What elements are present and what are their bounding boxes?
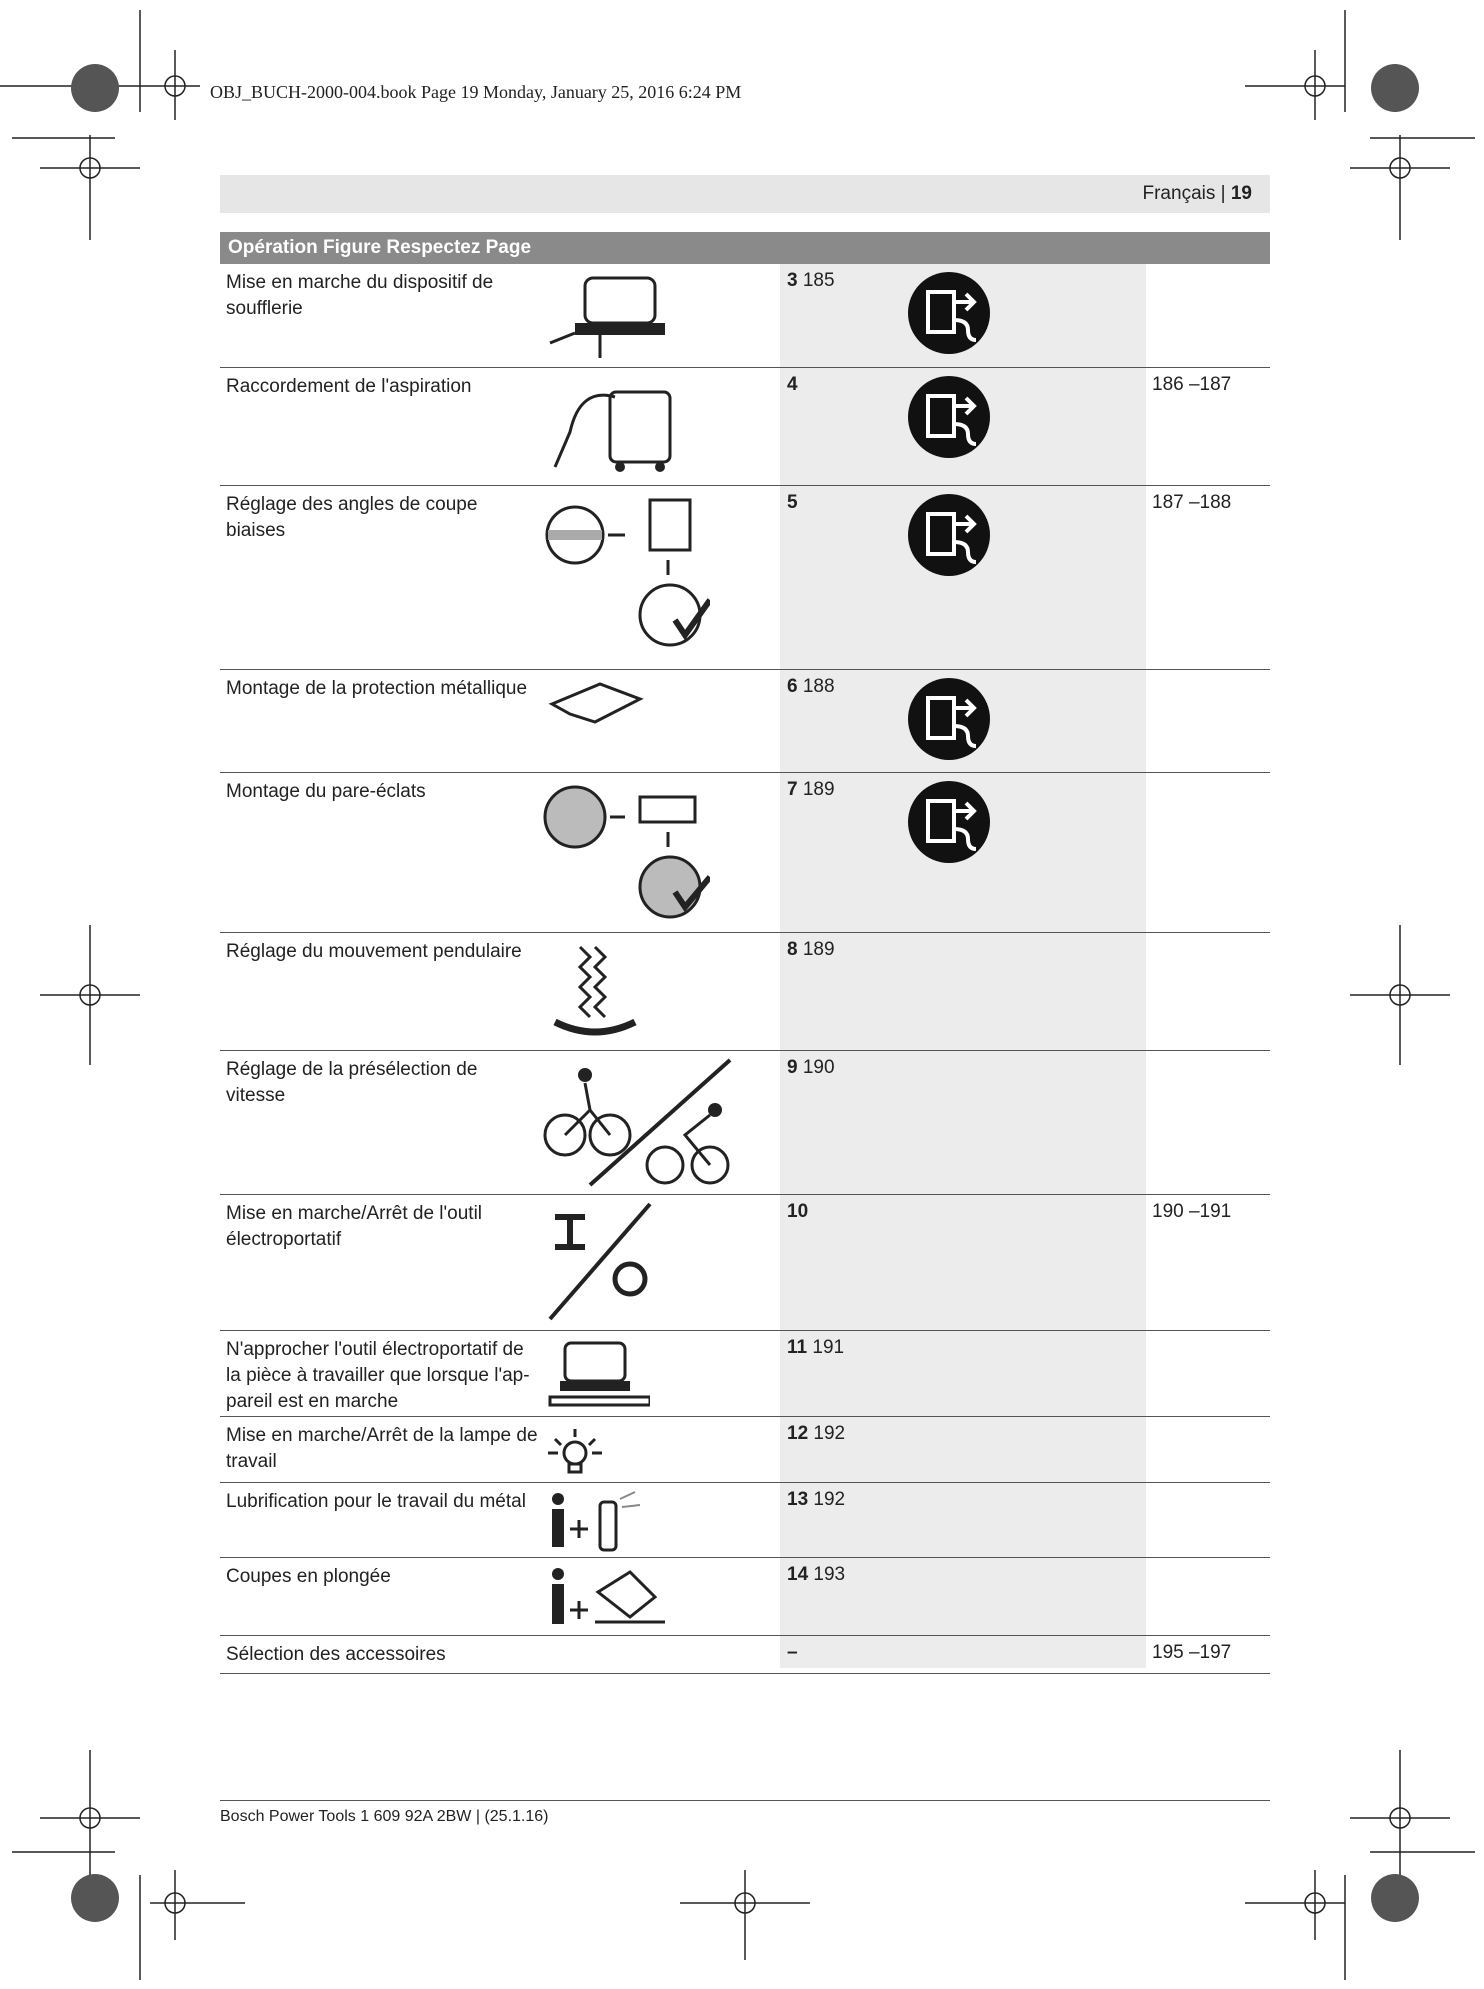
page-cell: 195 –197 [1152,1642,1232,1663]
figure-number: 4 [787,374,798,395]
table-row [220,1195,1270,1331]
figure-number: 11 [787,1337,808,1358]
speed-cyclist-icon [540,1055,740,1190]
table-row [220,933,1270,1051]
table-row [220,773,1270,933]
operation-cell: Sélection des accessoires [226,1644,446,1665]
unplug-icon [906,676,992,762]
table-row [220,1417,1270,1483]
page-header [220,175,1270,213]
figure-number: 10 [787,1201,809,1222]
figure-number: 7 [787,779,798,800]
language-page [1143,183,1253,205]
table-header: Opération Figure Respectez Page [220,232,1270,264]
figure-number: 14 [787,1564,809,1585]
unplug-icon [906,492,992,578]
operation-cell: Montage du pare-éclats [226,781,426,802]
page-cell: 186 –187 [1152,374,1232,395]
operation-cell: Raccordement de l'aspiration [226,376,472,397]
operation-cell: Réglage de la présélection de vitesse [226,1059,478,1106]
operation-cell: Lubrification pour le travail du métal [226,1491,526,1512]
respect-page: 193 [813,1564,846,1585]
page-cell: 190 –191 [1152,1201,1232,1222]
table-row [220,670,1270,773]
header-separator: | [1215,183,1231,204]
operation-cell: Mise en marche/Arrêt de la lampe de travail [226,1425,538,1472]
respect-page: 188 [802,676,835,697]
pendulum-icon [540,937,650,1047]
language-label: Français [1142,183,1216,204]
respect-page: 185 [802,270,835,291]
on-off-icon [540,1199,670,1324]
figure-number: 3 [787,270,798,291]
figure-number: – [787,1642,798,1663]
anti-splinter-icon [540,777,710,927]
figure-number: 9 [787,1057,798,1078]
figure-number: 6 [787,676,798,697]
vacuum-cleaner-icon [540,372,690,477]
page-cell: 187 –188 [1152,492,1232,513]
page-number: 19 [1230,183,1252,204]
lubrication-icon [540,1487,650,1555]
table-row [220,486,1270,670]
respect-page: 191 [812,1337,845,1358]
unplug-icon [906,779,992,865]
respect-page: 192 [813,1423,846,1444]
table-row [220,1558,1270,1636]
footer-divider [220,1800,1270,1801]
operation-cell: Mise en marche/Arrêt de l'outil électroportatif [226,1203,483,1250]
respect-page: 190 [802,1057,835,1078]
metal-protection-icon [540,674,650,734]
table-row [220,264,1270,368]
table-row [220,1051,1270,1195]
respect-page: 189 [802,779,835,800]
unplug-icon [906,270,992,356]
table-row [220,368,1270,486]
table-row [220,1331,1270,1417]
respect-page: 189 [802,939,835,960]
figure-number: 13 [787,1489,809,1510]
bevel-angle-icon [540,490,710,665]
unplug-icon [906,374,992,460]
lamp-icon [540,1421,610,1481]
operation-cell: Mise en marche du dispositif de soufflerie [226,272,494,319]
table-row [220,1483,1270,1558]
figure-number: 5 [787,492,798,513]
footer-text: Bosch Power Tools 1 609 92A 2BW | (25.1.16) [220,1808,549,1825]
operation-cell: Réglage du mouvement pendulaire [226,941,522,962]
jigsaw-blower-icon [540,268,690,363]
figure-number: 12 [787,1423,809,1444]
book-info: OBJ_BUCH-2000-004.book Page 19 Monday, January 25, 2016 6:24 PM [210,82,742,102]
operation-cell: Coupes en plongée [226,1566,391,1587]
plunge-cut-icon [540,1562,670,1632]
figure-number: 8 [787,939,798,960]
operation-cell: Réglage des angles de coupe biaises [226,494,478,541]
table-row [220,1636,1270,1674]
jigsaw-workpiece-icon [540,1335,650,1413]
operation-cell: N'approcher l'outil électroportatif de la pièce à travailler que lorsque l'ap- pareil est en marche [226,1339,530,1412]
operation-cell: Montage de la protection métallique [226,678,528,699]
respect-page: 192 [813,1489,846,1510]
operations-table [220,232,1270,1674]
